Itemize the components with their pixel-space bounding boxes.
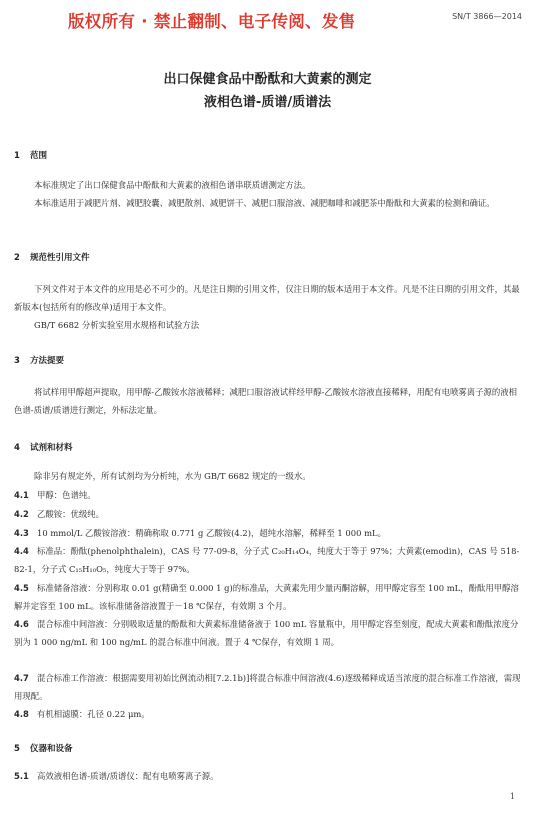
clause-4-2 (14, 506, 526, 524)
clause-text: 10 mmol/L 乙酸铵溶液：精确称取 0.771 g 乙酸铵(4.2)，超纯水溶解，稀释至 1 000 mL。 (37, 528, 386, 538)
clause-4-6 (14, 616, 526, 652)
section-number: 1 (14, 151, 20, 161)
section-2-reference: GB/T 6682 分析实验室用水规格和试验方法 (34, 320, 200, 330)
section-number: 3 (14, 356, 20, 366)
clause-text: 标准储备溶液：分别称取 0.01 g(精确至 0.000 1 g)的标准品，大黄素先用少量丙酮溶解，用甲醇定容至 100 mL，酚酞用甲醇溶解并定容至 100 mL。该标准储备溶液置于－18 ℃保存，有效期 3 个月。 (14, 583, 519, 611)
clause-number: 4.2 (14, 509, 29, 519)
document-title: 出口保健食品中酚酞和大黄素的测定 (163, 72, 372, 87)
standard-number: SN/T 3866—2014 (452, 12, 522, 21)
section-4-heading (14, 441, 73, 453)
clause-4-1 (14, 487, 526, 505)
clause-4-8 (14, 706, 526, 724)
section-title: 范围 (30, 151, 48, 161)
section-number: 5 (14, 744, 20, 754)
page-number: 1 (509, 792, 515, 801)
section-title: 方法提要 (30, 356, 65, 366)
section-3-paragraph-1: 将试样用甲醇超声提取，用甲醇-乙酸铵水溶液稀释；减肥口服溶液试样经甲醇-乙酸铵水溶液直接稀释，用配有电喷雾离子源的液相色谱-质谱/质谱进行测定，外标法定量。 (14, 387, 518, 415)
document-subtitle: 液相色谱-质谱/质谱法 (203, 95, 332, 110)
section-title: 试剂和材料 (30, 443, 73, 453)
clause-text: 乙酸铵：优级纯。 (37, 509, 104, 519)
clause-number: 4.4 (14, 546, 29, 556)
section-title: 仪器和设备 (30, 744, 73, 754)
clause-text: 高效液相色谱-质谱/质谱仪：配有电喷雾离子源。 (37, 771, 219, 781)
copyright-watermark: 版权所有 · 禁止翻制、电子传阅、发售 (68, 12, 356, 31)
section-5-heading (14, 742, 73, 754)
section-2-heading (14, 251, 90, 263)
clause-text: 混合标准中间溶液：分别吸取适量的酚酞和大黄素标准储备液于 100 mL 容量瓶中，用甲醇定容至刻度，配成大黄素和酚酞浓度分别为 1 000 ng/mL 和 100 ng/mL 的混合标准中间液。置于 4 ℃保存，有效期 1 周。 (14, 619, 519, 647)
clause-number: 4.8 (14, 709, 29, 719)
clause-number: 4.5 (14, 583, 29, 593)
clause-4-7 (14, 670, 526, 706)
clause-number: 4.1 (14, 490, 29, 500)
clause-text: 甲醇：色谱纯。 (37, 490, 96, 500)
clause-4-5 (14, 580, 526, 616)
clause-text: 有机相滤膜：孔径 0.22 μm。 (37, 709, 150, 719)
clause-text: 标准品：酚酞(phenolphthalein)，CAS 号 77-09-8，分子式 C₂₀H₁₄O₄，纯度大于等于 97%；大黄素(emodin)，CAS 号 518-82-1，分子式 C₁₅H₁₀O₅，纯度大于等于 97%。 (14, 546, 520, 574)
clause-5-1 (14, 768, 526, 786)
section-2-paragraph-1: 下列文件对于本文件的应用是必不可少的。凡是注日期的引用文件，仅注日期的版本适用于本文件。凡是不注日期的引用文件，其最新版本(包括所有的修改单)适用于本文件。 (14, 284, 520, 312)
clause-number: 5.1 (14, 771, 29, 781)
section-1-heading (14, 149, 47, 161)
clause-4-4 (14, 543, 526, 579)
section-3-heading (14, 354, 64, 366)
section-number: 2 (14, 253, 20, 263)
section-4-paragraph-1: 除非另有规定外，所有试剂均为分析纯，水为 GB/T 6682 规定的一级水。 (34, 471, 311, 481)
clause-4-3 (14, 525, 526, 543)
section-1-paragraph-1: 本标准规定了出口保健食品中酚酞和大黄素的液相色谱串联质谱测定方法。 (34, 180, 311, 190)
section-title: 规范性引用文件 (30, 253, 90, 263)
clause-number: 4.7 (14, 673, 29, 683)
section-number: 4 (14, 443, 20, 453)
clause-number: 4.3 (14, 528, 29, 538)
clause-number: 4.6 (14, 619, 29, 629)
clause-text: 混合标准工作溶液：根据需要用初始比例流动相[7.2.1b)]将混合标准中间溶液(4.6)逐级稀释成适当浓度的混合标准工作溶液，需现用现配。 (14, 673, 521, 701)
section-1-paragraph-2: 本标准适用于减肥片剂、减肥胶囊、减肥散剂、减肥饼干、减肥口服溶液、减肥咖啡和减肥茶中酚酞和大黄素的检测和确证。 (34, 198, 495, 208)
